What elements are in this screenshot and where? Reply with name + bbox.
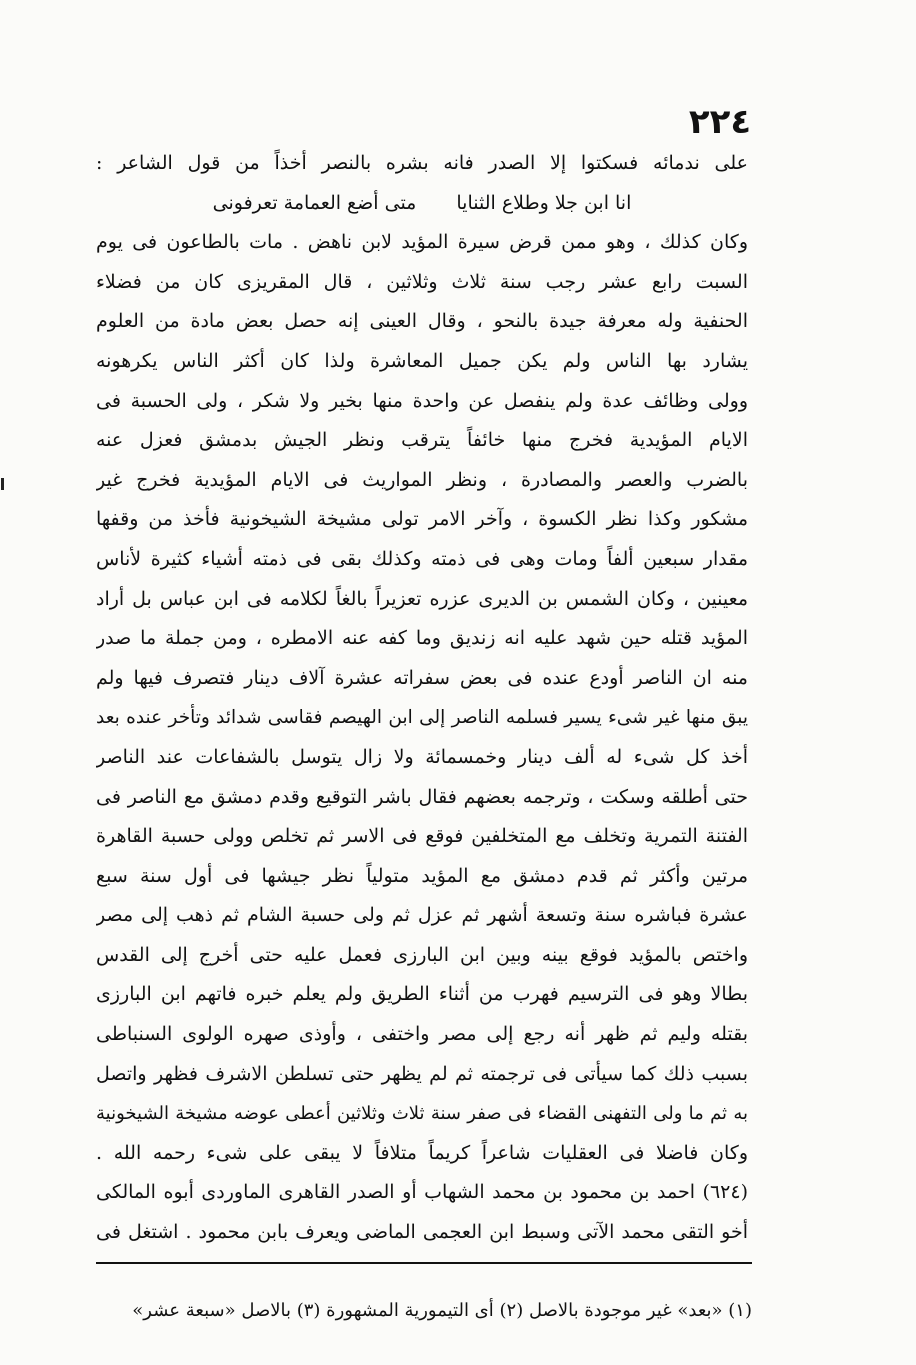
- text-line: السبت رابع عشر رجب سنة ثلاث وثلاثين ، قال المقريزى كان من فضلاء: [96, 270, 748, 293]
- text-line: وكان فاضلا فى العقليات شاعراً كريماً متلافاً لا يبقى على شىء رحمه الله .: [96, 1141, 748, 1164]
- text-line: المؤيد قتله حين شهد عليه انه زنديق وما كفه عنه الامطره ، ومن جملة ما صدر: [96, 627, 748, 650]
- scan-edge-mark: [1, 478, 4, 490]
- text-line: بقتله وليم ثم ظهر أنه رجع إلى مصر واختفى ، وأوذى صهره الولوى السنباطى: [96, 1023, 748, 1046]
- poetry-verse: [96, 184, 748, 224]
- footnote: (١) «بعد» غير موجودة بالاصل (٢) أى التيمورية المشهورة (٣) بالاصل «سبعة عشر»: [132, 1300, 752, 1321]
- text-line: حتى أطلقه وسكت ، وترجمه بعضهم فقال باشر التوقيع وقدم دمشق مع الناصر فى: [96, 785, 748, 808]
- text-line: عشرة فباشره سنة وتسعة أشهر ثم عزل ثم ولى حسبة الشام ثم ذهب إلى مصر: [96, 904, 748, 927]
- verse-hemistich-first: انا ابن جلا وطلاع الثنايا: [456, 191, 632, 214]
- text-line: منه ان الناصر أودع عنده فى بعض سفراته عشرة آلاف دينار فتصرف فيها ولم: [96, 666, 748, 689]
- body-text: [96, 144, 748, 1253]
- text-line: يشارد بها الناس ولم يكن جميل المعاشرة ولذا كان أكثر الناس يكرهونه: [96, 349, 748, 372]
- text-line: على ندمائه فسكتوا إلا الصدر فانه بشره بالنصر أخذاً من قول الشاعر :: [96, 152, 748, 174]
- text-line: معينين ، وكان الشمس بن الديرى عزره تعزيراً بالغاً لكلامه فى ابن عباس بل أراد: [96, 587, 748, 610]
- text-line: مشكور وكذا نظر الكسوة ، وآخر الامر تولى مشيخة الشيخونية فأخذ من وقفها: [96, 508, 748, 531]
- footnote-divider: [96, 1262, 752, 1264]
- text-line: واختص بالمؤيد فوقع بينه وبين ابن البارزى فعمل عليه حتى أخرج إلى القدس: [96, 943, 748, 966]
- text-line: مرتين وأكثر ثم قدم دمشق مع المؤيد متولياً نظر جيشها فى أول سنة سبع: [96, 864, 748, 887]
- text-line: وكان كذلك ، وهو ممن قرض سيرة المؤيد لابن ناهض . مات بالطاعون فى يوم: [96, 231, 748, 254]
- text-line: يبق منها غير شىء يسير فسلمه الناصر إلى ابن الهيصم فقاسى شدائد وتأخر عنده بعد: [96, 707, 748, 729]
- verse-hemistich-second: متى أضع العمامة تعرفونى: [212, 191, 417, 214]
- text-line: وولى وظائف عدة ولم ينفصل عن واحدة منها بخير ولا شكر ، ولى الحسبة فى: [96, 389, 748, 412]
- text-line: الفتنة التمرية وتخلف مع المتخلفين فوقع فى الاسر ثم تخلص وولى حسبة القاهرة: [96, 825, 748, 848]
- text-line: أخذ كل شىء له ألف دينار وخمسمائة ولا زال يتوسل بالشفاعات عند الناصر: [96, 745, 748, 768]
- text-line: بسبب ذلك كما سيأتى فى ترجمته ثم لم يظهر حتى تسلطن الاشرف فظهر واتصل: [96, 1062, 748, 1085]
- text-line: الحنفية وله معرفة جيدة بالنحو ، وقال العينى إنه حصل بعض مادة من العلوم: [96, 310, 748, 333]
- page-number: ٢٢٤: [688, 102, 752, 142]
- text-line: أخو التقى محمد الآتى وسبط ابن العجمى الماضى ويعرف بابن محمود . اشتغل فى: [96, 1221, 748, 1244]
- text-line: الايام المؤيدية فخرج منها خائفاً يترقب ونظر الجيش بدمشق فعزل عنه: [96, 429, 748, 452]
- text-line: مقدار سبعين ألفاً ومات وهى فى ذمته وكذلك بقى فى ذمته أشياء كثيرة لأناس: [96, 547, 748, 570]
- entry-heading-line: (٦٢٤) احمد بن محمود بن محمد الشهاب أو الصدر القاهرى الماوردى أبوه المالكى: [96, 1181, 748, 1204]
- text-line: به ثم ما ولى التفهنى القضاء فى صفر سنة ثلاث وثلاثين أعطى عوضه مشيخة الشيخونية: [96, 1103, 748, 1125]
- text-line: بالضرب والعصر والمصادرة ، ونظر المواريث فى الايام المؤيدية فخرج غير: [96, 468, 748, 491]
- text-line: بطالا وهو فى الترسيم فهرب من أثناء الطريق ولم يعلم خبره فاتهم ابن البارزى: [96, 983, 748, 1006]
